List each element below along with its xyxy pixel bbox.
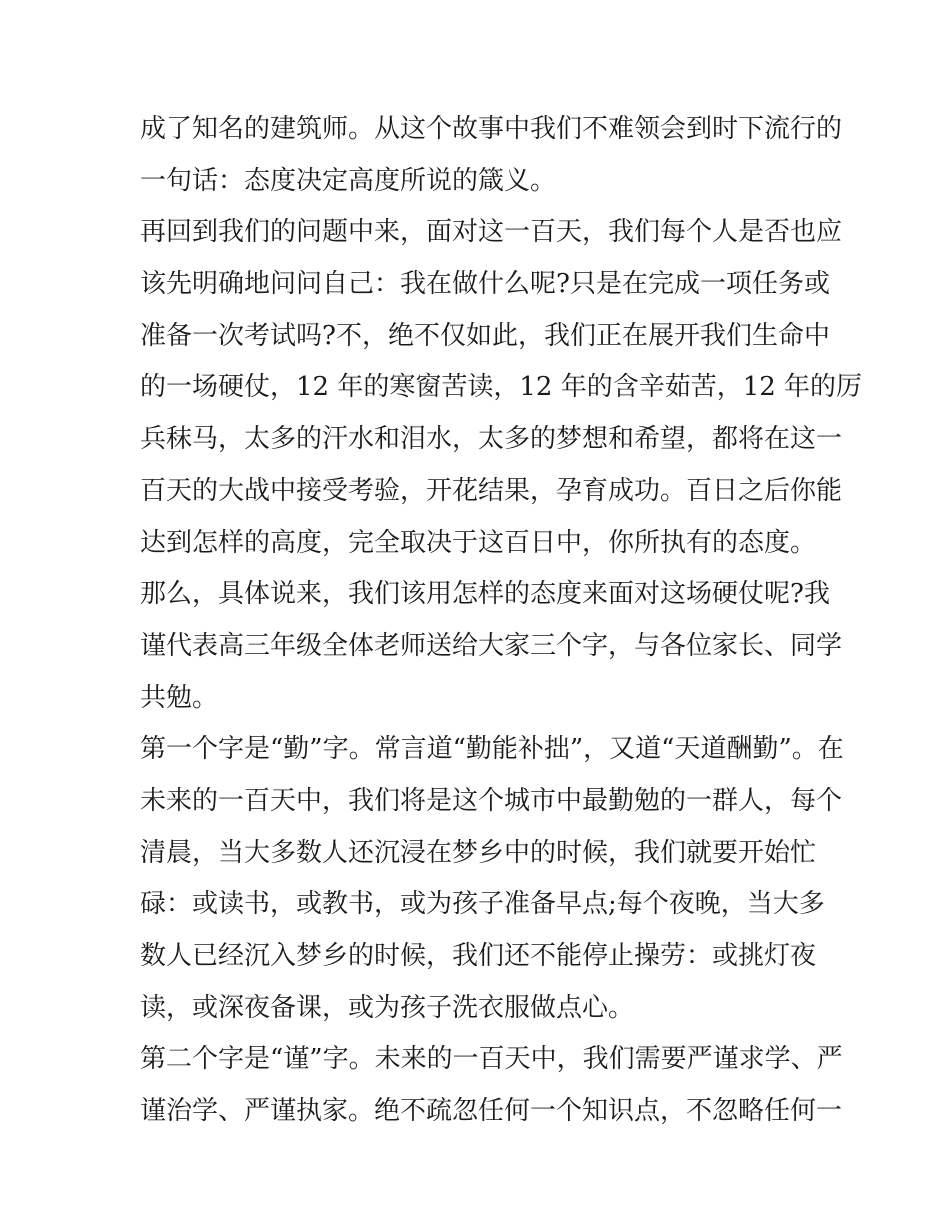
body-text xyxy=(140,104,863,1138)
text-line: 的一场硬仗，12 年的寒窗苦读，12 年的含辛茹苦，12 年的厉 xyxy=(140,372,863,403)
text-line: 准备一次考试吗?不，绝不仅如此，我们正在展开我们生命中 xyxy=(140,320,830,351)
text-line: 数人已经沉入梦乡的时候，我们还不能停止操劳：或挑灯夜 xyxy=(140,941,817,971)
text-line: 谨代表高三年级全体老师送给大家三个字，与各位家长、同学 xyxy=(140,630,843,661)
text-line: 第一个字是“勤”字。常言道“勤能补拙”，又道“天道酬勤”。在 xyxy=(140,734,844,765)
text-line: 达到怎样的高度，完全取决于这百日中，你所执有的态度。 xyxy=(140,527,817,558)
text-line: 共勉。 xyxy=(140,682,219,713)
text-line: 百天的大战中接受考验，开花结果，孕育成功。百日之后你能 xyxy=(140,475,843,506)
text-line: 读，或深夜备课，或为孩子洗衣服做点心。 xyxy=(140,992,635,1023)
text-line: 该先明确地问问自己：我在做什么呢?只是在完成一项任务或 xyxy=(140,269,830,300)
text-line: 未来的一百天中，我们将是这个城市中最勤勉的一群人，每个 xyxy=(140,785,843,816)
text-line: 清晨，当大多数人还沉浸在梦乡中的时候，我们就要开始忙 xyxy=(140,837,817,868)
text-line: 第二个字是“谨”字。未来的一百天中，我们需要严谨求学、严 xyxy=(140,1044,843,1075)
text-line: 谨治学、严谨执家。绝不疏忽任何一个知识点，不忽略任何一 xyxy=(140,1096,843,1127)
text-line: 再回到我们的问题中来，面对这一百天，我们每个人是否也应 xyxy=(140,217,843,248)
text-line: 一句话：态度决定高度所说的箴义。 xyxy=(140,165,557,196)
text-line: 兵秣马，太多的汗水和泪水，太多的梦想和希望，都将在这一 xyxy=(140,424,843,455)
text-line: 成了知名的建筑师。从这个故事中我们不难领会到时下流行的 xyxy=(140,114,843,144)
text-line: 那么，具体说来，我们该用怎样的态度来面对这场硬仗呢?我 xyxy=(140,579,830,610)
text-line: 碌：或读书，或教书，或为孩子准备早点;每个夜晚，当大多 xyxy=(140,889,825,920)
